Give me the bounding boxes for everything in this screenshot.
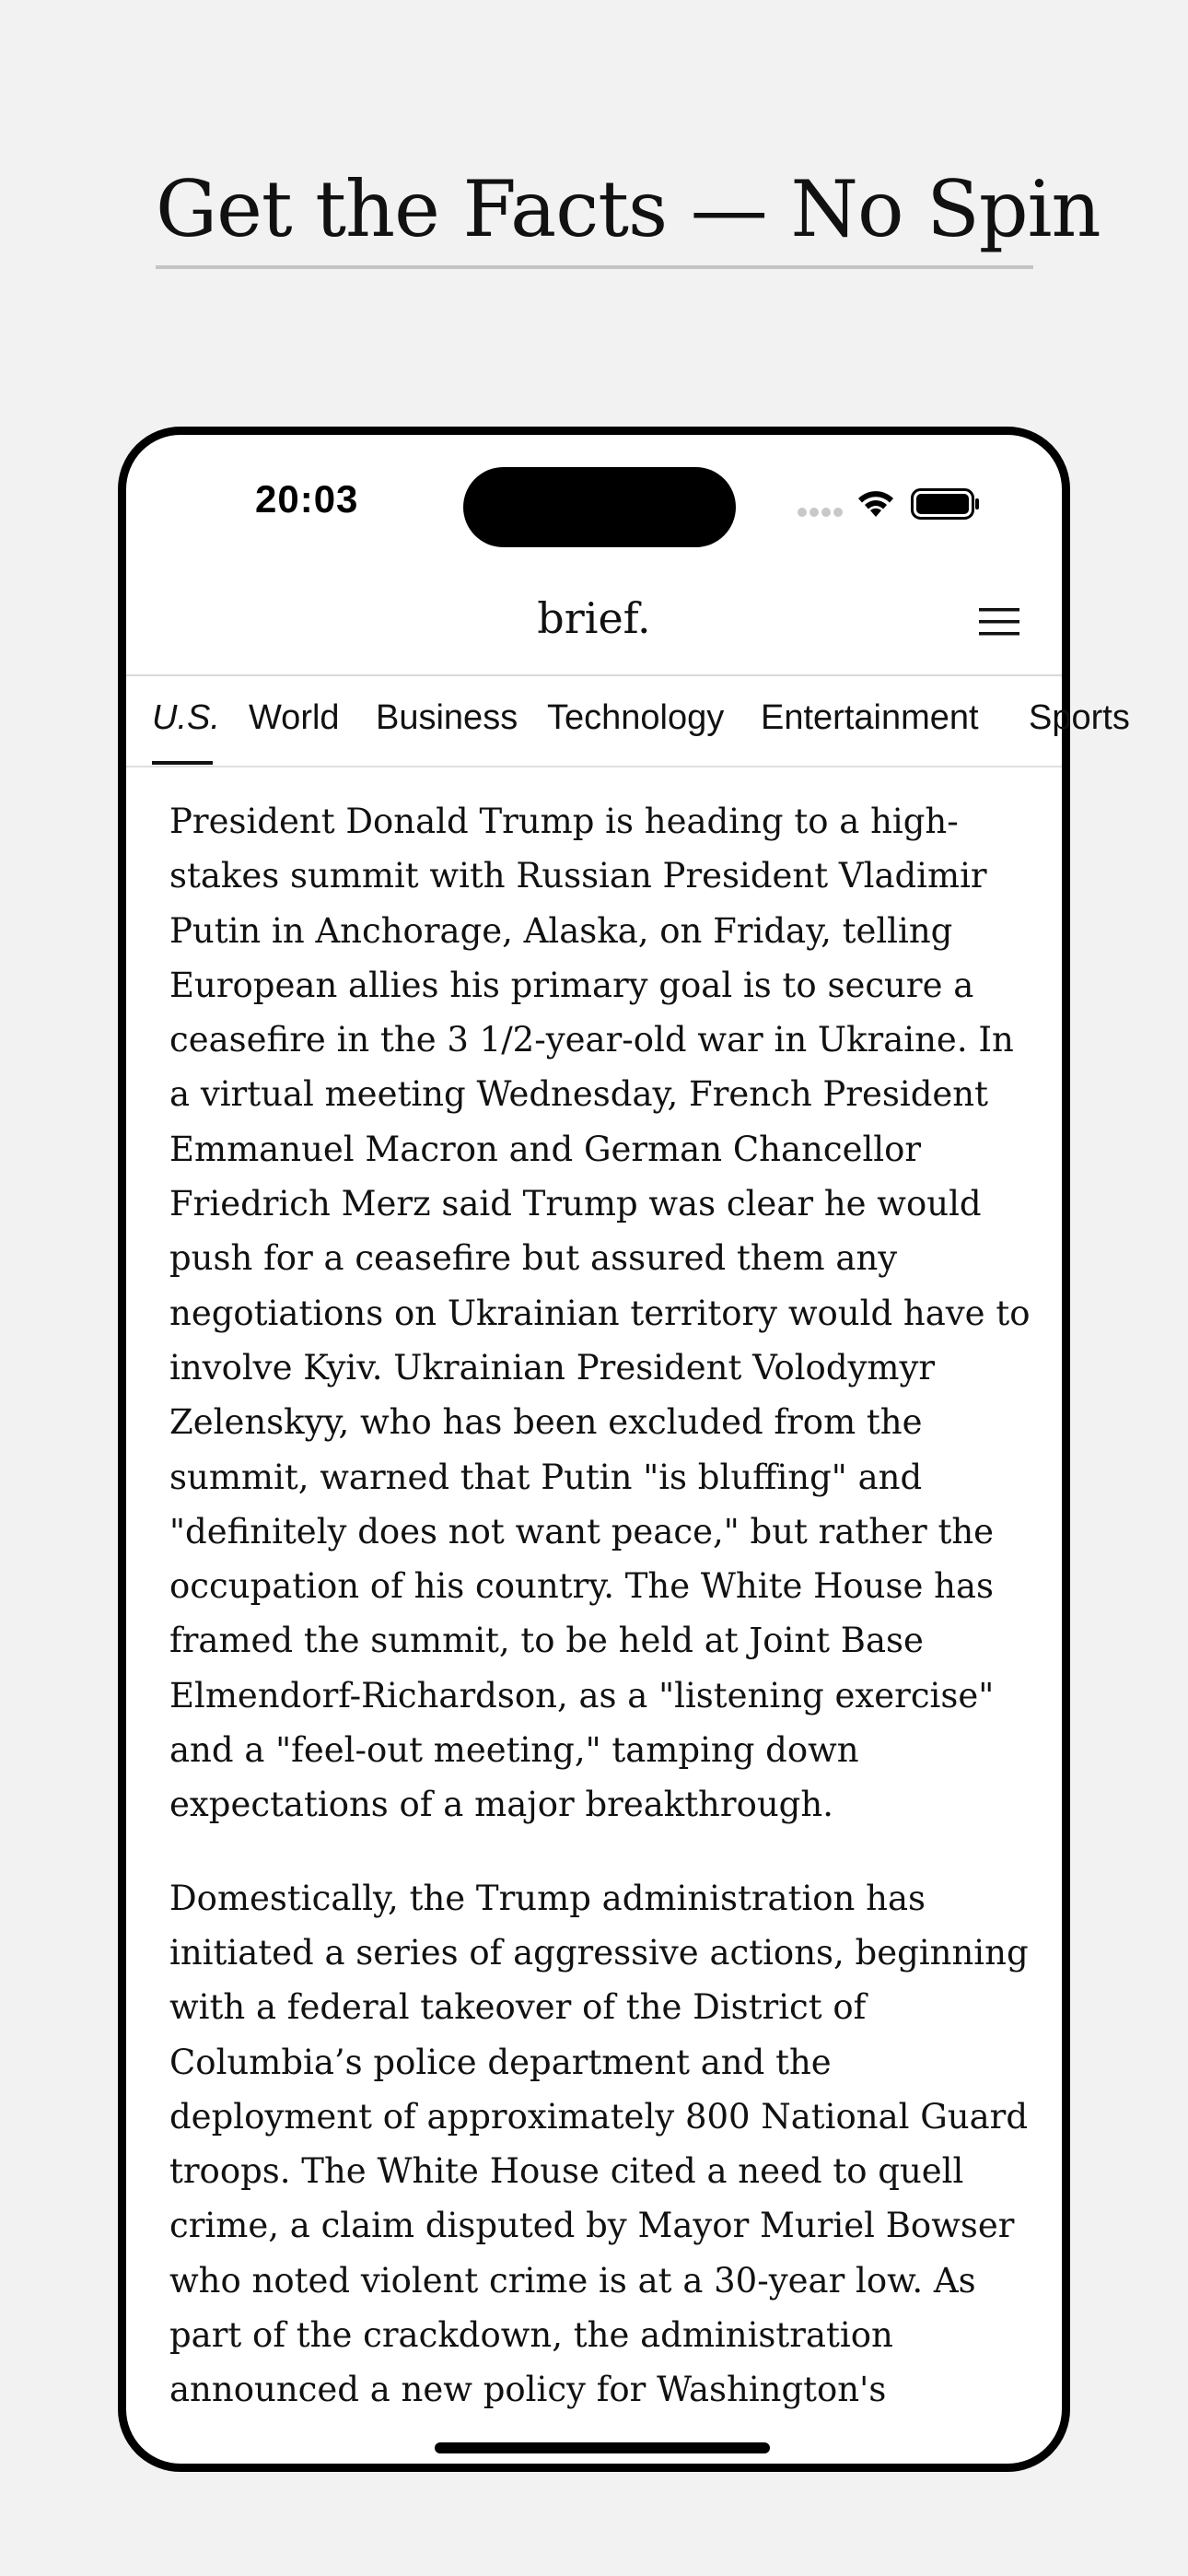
tab-world[interactable]: World [249, 698, 340, 737]
cellular-signal-icon [797, 506, 844, 519]
phone-frame [118, 427, 1130, 2472]
wifi-icon [856, 487, 896, 519]
tab-us[interactable]: U.S. [152, 698, 220, 737]
app-header [126, 573, 1062, 676]
article-paragraph: Domestically, the Trump administration has initiated a series of aggressive actions, beginning with a federal takeover of the District of Columbia’s police department and the deployment of approximately 800 National Guard troops. The White House cited a need to quell crime, a claim disputed by Mayor Muriel Bowser who noted violent crime is at a 30-year low. As part of the crackdown, the administration announced a new policy for Washington's [169, 1878, 1029, 2410]
battery-icon [911, 488, 981, 520]
hamburger-menu-icon[interactable] [979, 606, 1019, 638]
article-body [169, 794, 1031, 2456]
tab-business[interactable]: Business [376, 698, 518, 737]
status-time: 20:03 [255, 477, 359, 521]
tab-technology[interactable]: Technology [547, 698, 725, 737]
article-paragraph: President Donald Trump is heading to a high-stakes summit with Russian President Vladimir Putin in Anchorage, Alaska, on Friday, telling European allies his primary goal is to secure a ceasefire in the 3 1/2-year-old war in Ukraine. In a virtual meeting Wednesday, French President Emmanuel Macron and German Chancellor Friedrich Merz said Trump was clear he would push for a ceasefire but assured them any negotiations on Ukrainian territory would have to involve Kyiv. Ukrainian President Volodymyr Zelenskyy, who has been excluded from the summit, warned that Putin "is bluffing" and "definitely does not want peace," but rather the occupation of his country. The White House has framed the summit, to be held at Joint Base Elmendorf-Richardson, as a "listening exercise" and a "feel-out meeting," tamping down expectations of a major breakthrough. [169, 802, 1031, 1825]
dynamic-island [463, 467, 736, 547]
tab-entertainment[interactable]: Entertainment [761, 698, 979, 737]
home-indicator[interactable] [435, 2442, 770, 2453]
headline-underline [156, 265, 1033, 269]
active-tab-indicator [152, 761, 213, 765]
tab-sports[interactable]: Sports [1029, 698, 1130, 737]
app-title: brief. [537, 593, 651, 643]
page-headline: Get the Facts — No Spin [156, 164, 1101, 254]
category-tab-bar [126, 676, 1130, 767]
